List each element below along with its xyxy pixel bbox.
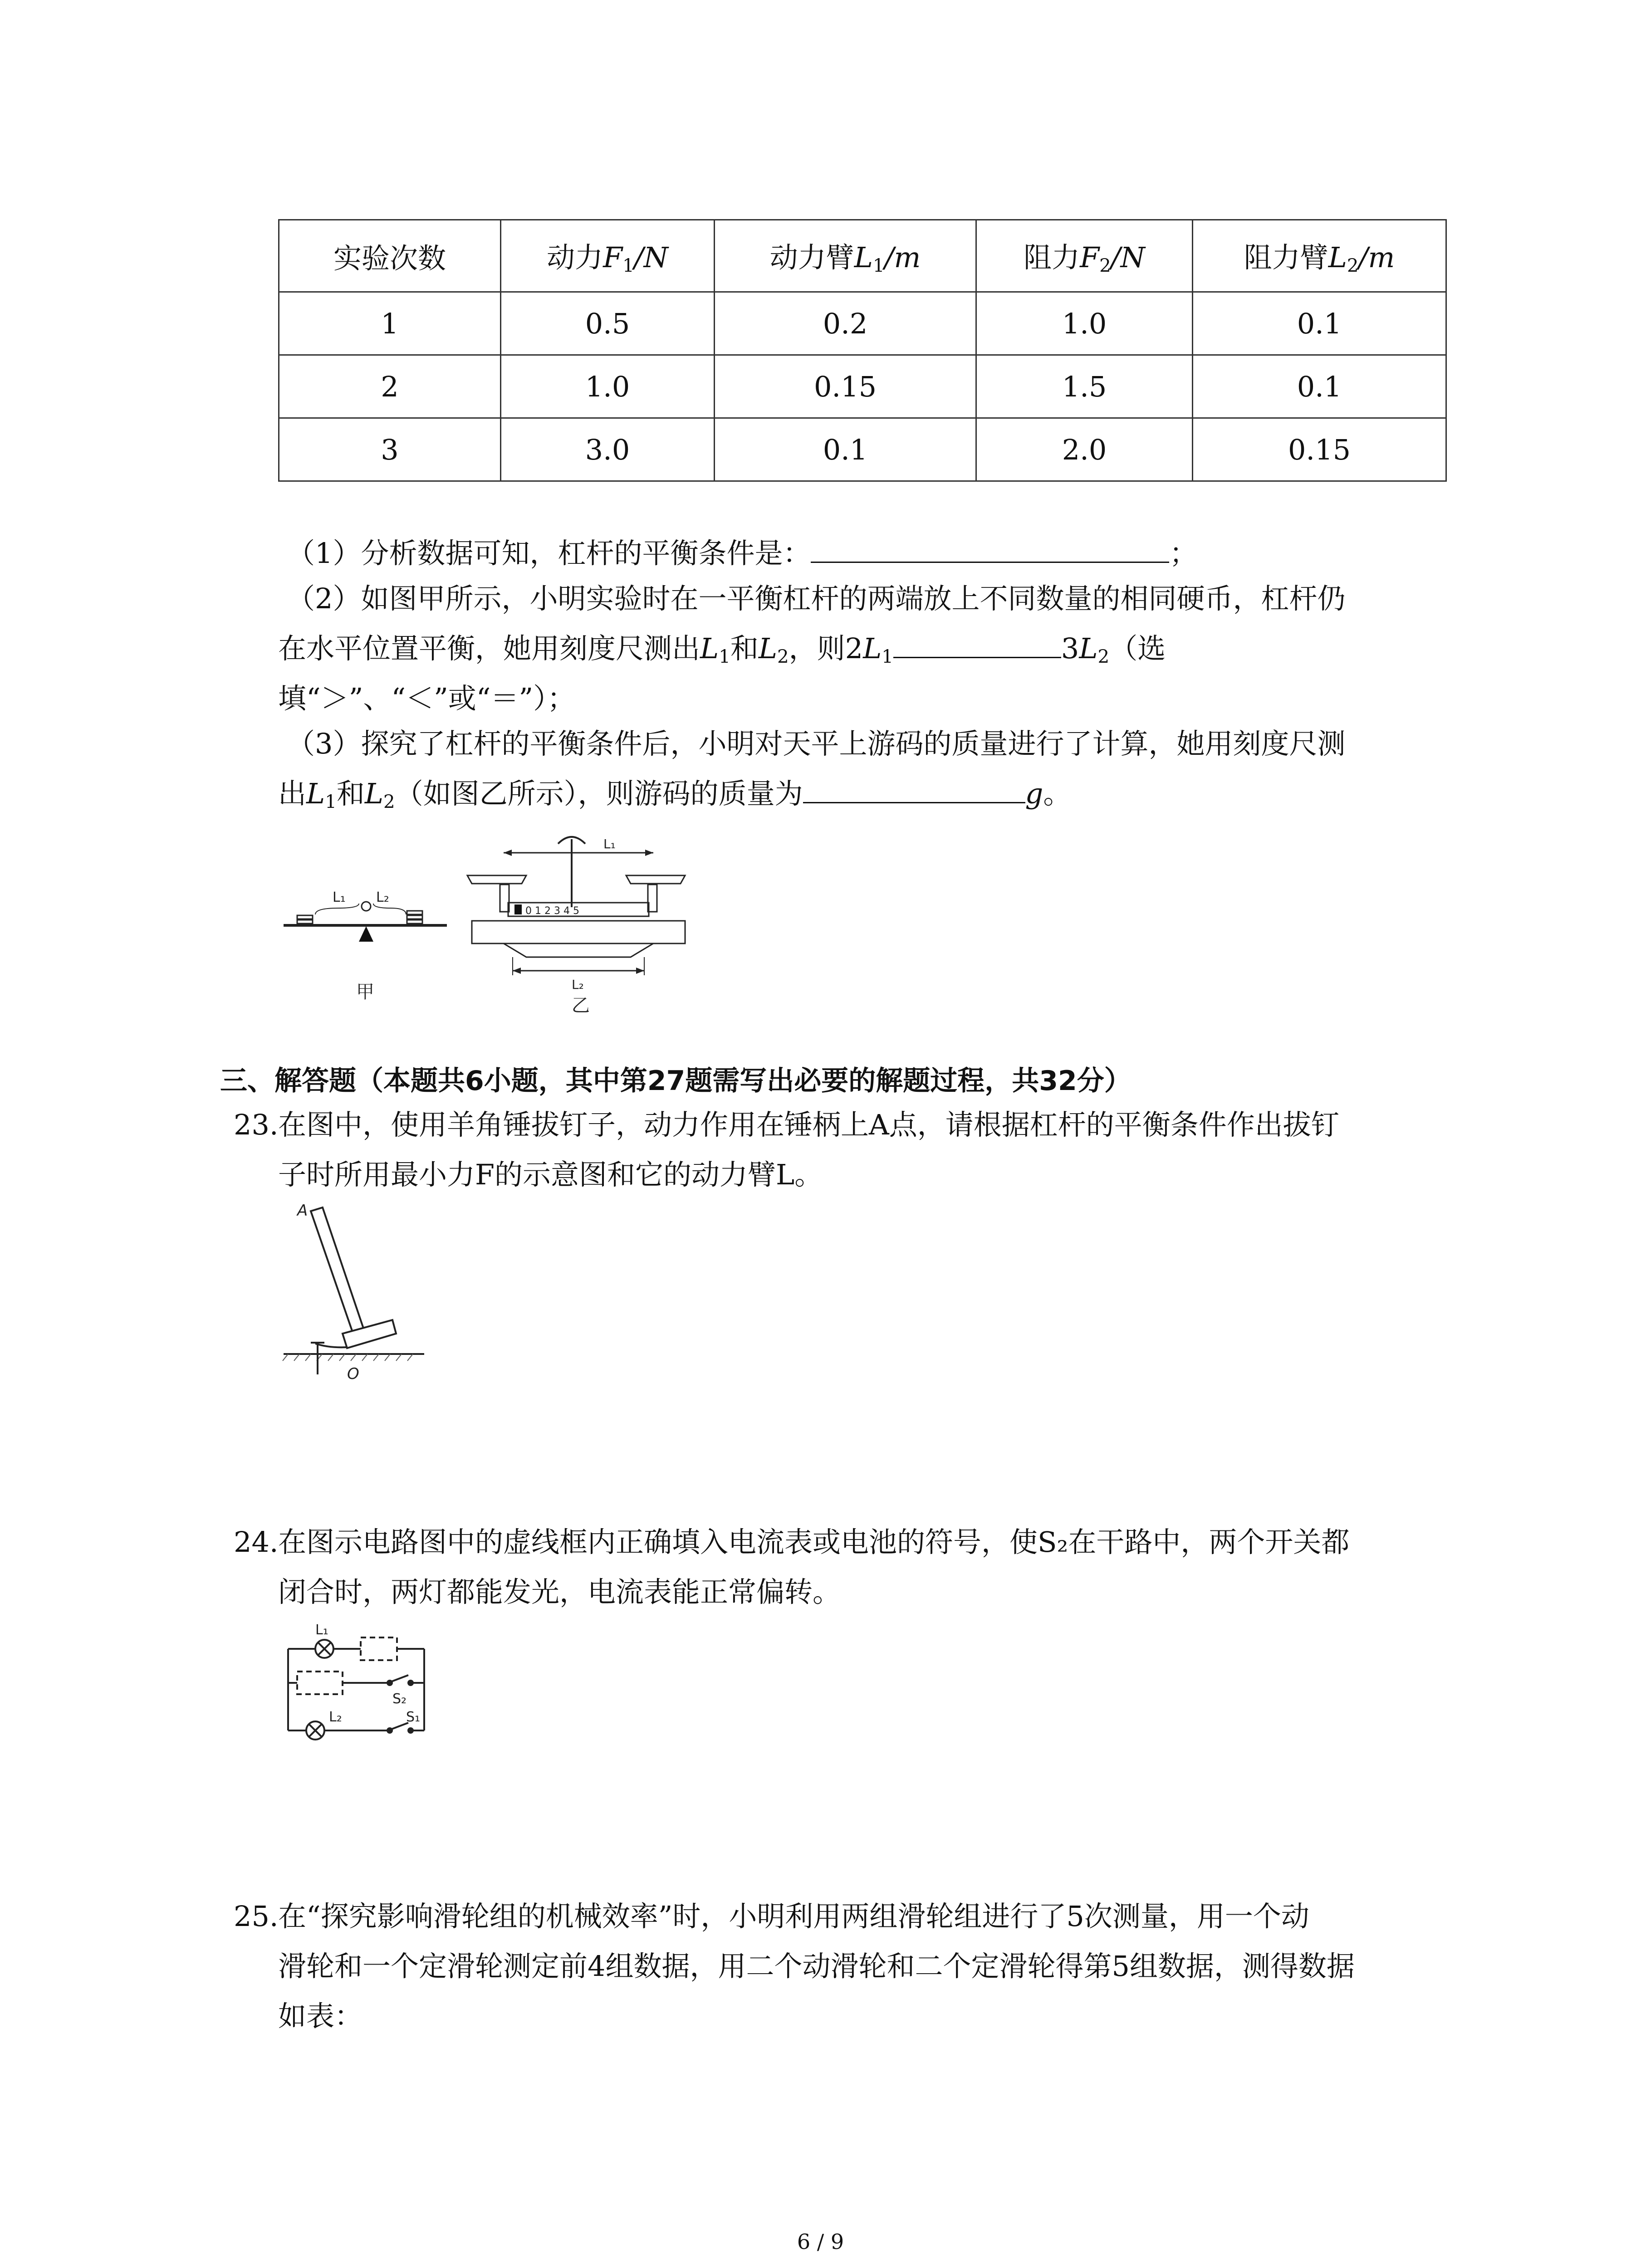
table-header: 实验次数 <box>279 220 501 292</box>
table-cell: 1.0 <box>501 355 715 418</box>
figure-caption-yi: 乙 <box>572 995 590 1016</box>
page-number: 6 / 9 <box>797 2229 844 2254</box>
table-cell: 0.5 <box>501 292 715 355</box>
table-cell: 0.1 <box>715 418 976 481</box>
q23-line2: 子时所用最小力F的示意图和它的动力臂L。 <box>278 1158 823 1191</box>
q22-part3-line1: （3）探究了杠杆的平衡条件后，小明对天平上游码的质量进行了计算，她用刻度尺测 <box>287 727 1346 760</box>
q24-line1: 在图示电路图中的虚线框内正确填入电流表或电池的符号，使S₂在干路中，两个开关都 <box>278 1525 1350 1559</box>
q24-number: 24. <box>234 1525 279 1559</box>
q22-part3-line2: 出$L_1$和$L_2$（如图乙所示），则游码的质量为 g。 <box>278 777 1072 813</box>
table-row <box>279 418 1446 481</box>
table-header: 阻力臂$L_2/m$ <box>1193 220 1446 292</box>
table-cell: 0.2 <box>715 292 976 355</box>
label-O: O <box>347 1365 359 1383</box>
label-L1: L₁ <box>333 890 346 905</box>
label-S2: S₂ <box>392 1691 407 1707</box>
label-L1: L₁ <box>603 836 616 851</box>
table-cell: 0.15 <box>1193 418 1446 481</box>
table-header: 阻力$F_2/N$ <box>976 220 1193 292</box>
table-cell: 1 <box>279 292 501 355</box>
q22-part2-line1: （2）如图甲所示，小明实验时在一平衡杠杆的两端放上不同数量的相同硬币，杠杆仍 <box>287 582 1346 615</box>
table-cell: 0.1 <box>1193 355 1446 418</box>
table-cell: 2 <box>279 355 501 418</box>
mass-blank[interactable] <box>803 778 1025 803</box>
table-cell: 1.0 <box>976 292 1193 355</box>
compare-blank[interactable] <box>893 633 1061 658</box>
answer-blank[interactable] <box>811 538 1169 563</box>
data-table <box>278 219 1447 482</box>
figure-caption-jia: 甲 <box>356 982 374 1002</box>
table-cell: 0.1 <box>1193 292 1446 355</box>
figure-yi-balance <box>458 821 712 1021</box>
label-L2: L₂ <box>329 1709 342 1725</box>
label-L2: L₂ <box>376 890 389 905</box>
scale-numbers: 0 1 2 3 4 5 <box>525 905 579 917</box>
figure-jia-lever <box>279 875 447 1021</box>
label-S1: S₁ <box>406 1709 421 1725</box>
q25-line3: 如表： <box>278 1999 363 2033</box>
table-cell: 2.0 <box>976 418 1193 481</box>
label-L2: L₂ <box>572 977 584 992</box>
q22-part2-line2: 在水平位置平衡，她用刻度尺测出$L_1$和$L_2$，则$2L_1$ $3L_2$（选 <box>278 632 1166 668</box>
figure-circuit <box>279 1617 451 1753</box>
table-header-row <box>279 220 1446 292</box>
q25-line2: 滑轮和一个定滑轮测定前4组数据，用二个动滑轮和二个定滑轮得第5组数据，测得数据 <box>278 1950 1355 1983</box>
q22-part1: （1）分析数据可知，杠杆的平衡条件是： ； <box>287 537 1198 570</box>
table-cell: 1.5 <box>976 355 1193 418</box>
table-header: 动力臂$L_1/m$ <box>715 220 976 292</box>
q22-part2-line3: 填“＞”、“＜”或“＝”）； <box>278 682 576 715</box>
label-L1: L₁ <box>315 1622 328 1638</box>
q25-number: 25. <box>234 1900 279 1933</box>
table-cell: 3.0 <box>501 418 715 481</box>
table-cell: 0.15 <box>715 355 976 418</box>
section-heading: 三、解答题（本题共6小题，其中第27题需写出必要的解题过程，共32分） <box>220 1065 1132 1097</box>
q24-line2: 闭合时，两灯都能发光，电流表能正常偏转。 <box>278 1575 841 1608</box>
figure-hammer <box>279 1198 424 1388</box>
table-row <box>279 292 1446 355</box>
table-header: 动力$F_1/N$ <box>501 220 715 292</box>
label-A: A <box>297 1202 308 1220</box>
q23-line1: 在图中，使用羊角锤拔钉子，动力作用在锤柄上A点，请根据杠杆的平衡条件作出拔钉 <box>278 1108 1339 1141</box>
q23-number: 23. <box>234 1108 279 1141</box>
table-cell: 3 <box>279 418 501 481</box>
table-row <box>279 355 1446 418</box>
q25-line1: 在“探究影响滑轮组的机械效率”时，小明利用两组滑轮组进行了5次测量，用一个动 <box>278 1900 1309 1933</box>
